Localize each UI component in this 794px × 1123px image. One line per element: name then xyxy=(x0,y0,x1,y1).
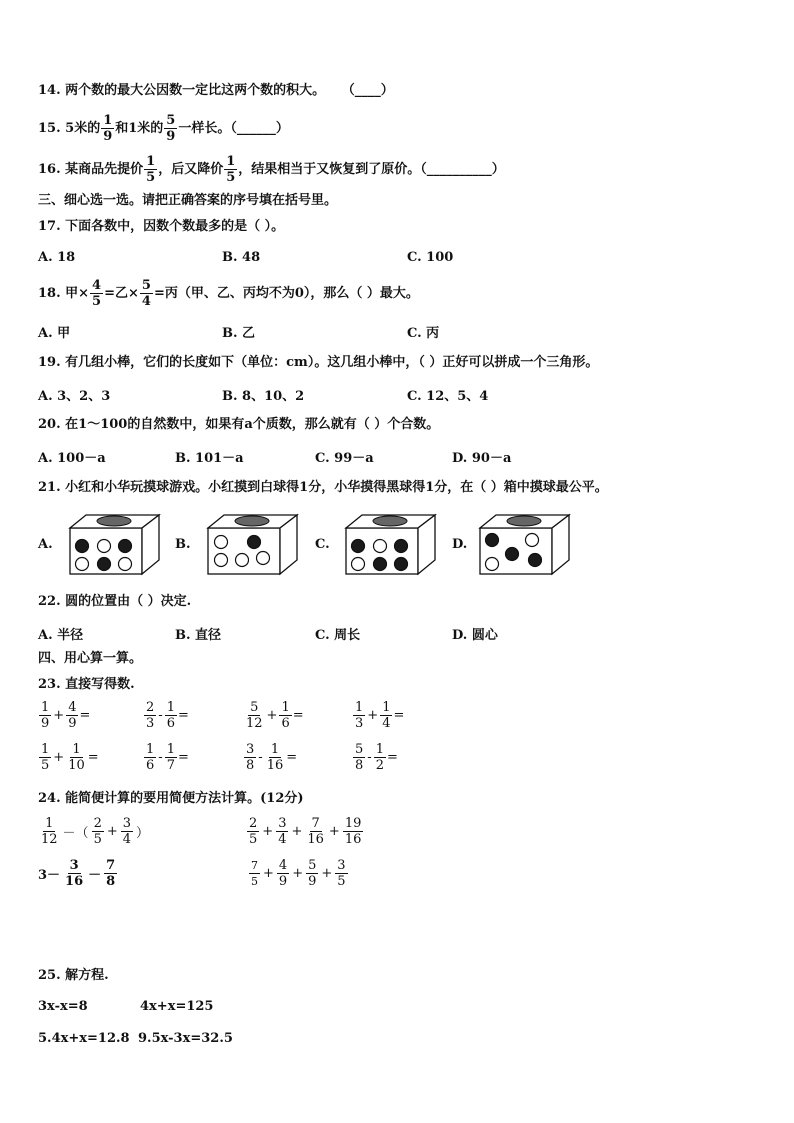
black-ball xyxy=(76,540,89,553)
white-ball xyxy=(352,558,365,571)
q21-option-a-label[interactable]: A. xyxy=(38,537,53,552)
black-ball xyxy=(374,558,387,571)
ball-box-a[interactable] xyxy=(68,512,163,576)
q17-option-a[interactable]: A. 18 xyxy=(38,250,76,265)
white-ball xyxy=(374,540,387,553)
question-14: 14. 两个数的最大公因数一定比这两个数的积大。 （____） xyxy=(38,83,394,98)
black-ball xyxy=(395,558,408,571)
question-19: 19. 有几组小棒，它们的长度如下（单位：cm）。这几组小棒中，（ ）正好可以拼成一个三角形。 xyxy=(38,355,599,370)
q24-expression-2: $\frac{2}{5}$ + $\frac{3}{4}$ + $\frac{7}{16}$ + $\frac{19}{16}$ xyxy=(249,816,362,847)
white-ball xyxy=(119,558,132,571)
mental-math-item: $\frac{1}{5}$ + $\frac{1}{10}$ = xyxy=(41,742,99,773)
ball-box-c[interactable] xyxy=(344,512,439,576)
equation-2: 4x+x=125 xyxy=(140,999,214,1014)
q18-option-a[interactable]: A. 甲 xyxy=(38,326,71,341)
mental-math-item: $\frac{1}{3}$ + $\frac{1}{4}$ = xyxy=(355,700,405,731)
section-4-heading: 四、用心算一算。 xyxy=(38,651,143,666)
equation-3: 5.4x+x=12.8 xyxy=(38,1031,130,1046)
question-24: 24. 能简便计算的要用简便方法计算。(12分) xyxy=(38,791,304,806)
q22-option-c[interactable]: C. 周长 xyxy=(315,628,361,643)
mental-math-item: $\frac{1}{6}$ - $\frac{1}{7}$ = xyxy=(146,742,189,773)
section-3-heading: 三、细心选一选。请把正确答案的序号填在括号里。 xyxy=(38,193,338,208)
white-ball xyxy=(98,540,111,553)
q22-option-d[interactable]: D. 圆心 xyxy=(452,628,498,643)
mental-math-item: $\frac{5}{12}$ + $\frac{1}{6}$ = xyxy=(246,700,304,731)
black-ball xyxy=(395,540,408,553)
question-20: 20. 在1～100的自然数中，如果有a个质数，那么就有（ ）个合数。 xyxy=(38,417,440,432)
ball-box-b[interactable] xyxy=(206,512,301,576)
white-ball xyxy=(215,554,228,567)
equation-1: 3x-x=8 xyxy=(38,999,88,1014)
q21-option-d-label[interactable]: D. xyxy=(452,537,468,552)
q20-option-b[interactable]: B. 101－a xyxy=(175,451,244,466)
q19-option-b[interactable]: B. 8、10、2 xyxy=(222,389,305,404)
q21-option-c-label[interactable]: C. xyxy=(315,537,330,552)
q19-option-c[interactable]: C. 12、5、4 xyxy=(407,389,489,404)
question-17: 17. 下面各数中，因数个数最多的是（ ）。 xyxy=(38,219,285,234)
q20-option-c[interactable]: C. 99－a xyxy=(315,451,374,466)
q22-option-a[interactable]: A. 半径 xyxy=(38,628,84,643)
question-16: 16. 某商品先提价 $\frac{1}{5}$ ，后又降价 $\frac{1}{5}$ ，结果相当于又恢复到了原价。（__________） xyxy=(38,154,505,185)
q24-expression-1: $\frac{1}{12}$ －（ $\frac{2}{5}$ + $\frac{3}{4}$ ） xyxy=(41,816,150,847)
question-23: 23. 直接写得数. xyxy=(38,677,135,692)
black-ball xyxy=(119,540,132,553)
q20-option-a[interactable]: A. 100－a xyxy=(38,451,106,466)
question-18: 18. 甲× $\frac{4}{5}$ =乙× $\frac{5}{4}$ =丙（甲、乙、丙均不为0），那么（ ）最大。 xyxy=(38,278,419,309)
white-ball xyxy=(236,554,249,567)
white-ball xyxy=(526,534,539,547)
black-ball xyxy=(506,548,519,561)
white-ball xyxy=(486,558,499,571)
white-ball xyxy=(257,552,270,565)
white-ball xyxy=(76,558,89,571)
q20-option-d[interactable]: D. 90－a xyxy=(452,451,512,466)
equation-4: 9.5x-3x=32.5 xyxy=(138,1031,233,1046)
q18-option-b[interactable]: B. 乙 xyxy=(222,326,256,341)
q18-option-c[interactable]: C. 丙 xyxy=(407,326,440,341)
q22-option-b[interactable]: B. 直径 xyxy=(175,628,222,643)
q17-option-b[interactable]: B. 48 xyxy=(222,250,261,265)
black-ball xyxy=(486,534,499,547)
black-ball xyxy=(248,536,261,549)
question-25: 25. 解方程. xyxy=(38,968,109,983)
q24-expression-3: 3－ $\frac{3}{16}$ － $\frac{7}{8}$ xyxy=(38,858,116,889)
q21-option-b-label[interactable]: B. xyxy=(175,537,191,552)
ball-box-d[interactable] xyxy=(478,512,573,576)
q24-expression-4: $\frac{7}{5}$ + $\frac{4}{9}$ + $\frac{5}{9}$ + $\frac{3}{5}$ xyxy=(251,858,346,889)
black-ball xyxy=(98,558,111,571)
question-21: 21. 小红和小华玩摸球游戏。小红摸到白球得1分，小华摸得黑球得1分，在（ ）箱中摸球最公平。 xyxy=(38,480,608,495)
mental-math-item: $\frac{1}{9}$ + $\frac{4}{9}$ = xyxy=(41,700,91,731)
black-ball xyxy=(529,554,542,567)
mental-math-item: $\frac{2}{3}$ - $\frac{1}{6}$ = xyxy=(146,700,189,731)
question-22: 22. 圆的位置由（ ）决定. xyxy=(38,594,192,609)
black-ball xyxy=(352,540,365,553)
white-ball xyxy=(215,536,228,549)
mental-math-item: $\frac{5}{8}$ - $\frac{1}{2}$ = xyxy=(355,742,398,773)
q19-option-a[interactable]: A. 3、2、3 xyxy=(38,389,111,404)
question-15: 15. 5米的 $\frac{1}{9}$ 和1米的 $\frac{5}{9}$ 一样长。（______） xyxy=(38,113,289,144)
q17-option-c[interactable]: C. 100 xyxy=(407,250,454,265)
mental-math-item: $\frac{3}{8}$ - $\frac{1}{16}$ = xyxy=(246,742,298,773)
